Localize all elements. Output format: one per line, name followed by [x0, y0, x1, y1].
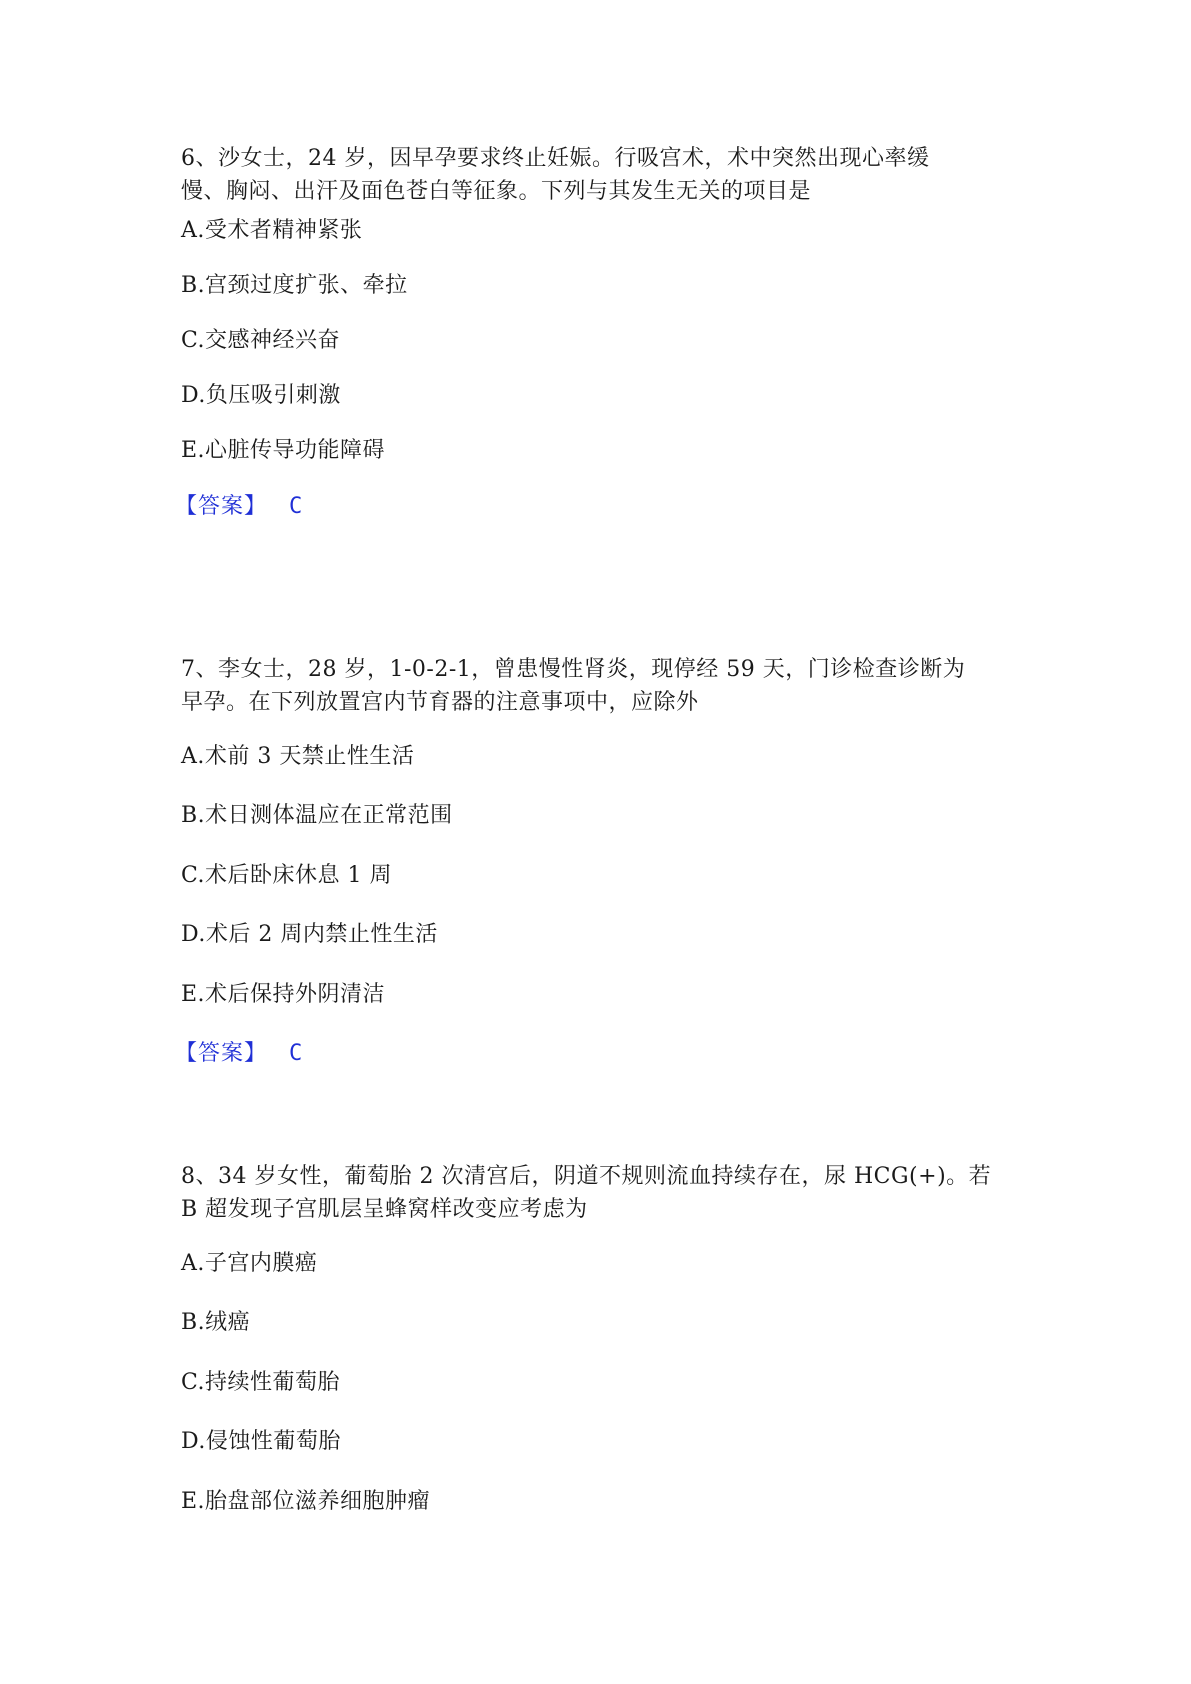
answer-line: [175, 492, 302, 522]
option-c: C.交感神经兴奋: [181, 328, 341, 353]
option-a: A.术前 3 天禁止性生活: [181, 744, 415, 769]
answer-line: [175, 1039, 302, 1069]
question-stem-line: 8、34 岁女性，葡萄胎 2 次清宫后，阴道不规则流血持续存在，尿 HCG(+)。若: [181, 1164, 992, 1189]
option-d: D.侵蚀性葡萄胎: [181, 1429, 341, 1454]
answer-label: 【答案】: [175, 494, 268, 519]
option-a: A.子宫内膜癌: [181, 1251, 318, 1276]
option-b: B.术日测体温应在正常范围: [181, 803, 453, 828]
option-c: C.术后卧床休息 1 周: [181, 863, 393, 888]
option-e: E.胎盘部位滋养细胞肿瘤: [181, 1489, 431, 1514]
option-d: D.术后 2 周内禁止性生活: [181, 922, 438, 947]
question-stem-line: 6、沙女士，24 岁，因早孕要求终止妊娠。行吸宫术，术中突然出现心率缓: [181, 146, 930, 171]
option-d: D.负压吸引刺激: [181, 383, 341, 408]
question-stem: [181, 142, 1021, 208]
question-stem-line: B 超发现子宫肌层呈蜂窝样改变应考虑为: [181, 1197, 588, 1222]
option-e: E.心脏传导功能障碍: [181, 438, 386, 463]
question-stem-line: 早孕。在下列放置宫内节育器的注意事项中，应除外: [181, 690, 699, 715]
answer-label: 【答案】: [175, 1041, 268, 1066]
question-stem: [181, 653, 1021, 719]
question-stem-line: 慢、胸闷、出汗及面色苍白等征象。下列与其发生无关的项目是: [181, 179, 812, 204]
question-stem: [181, 1160, 1021, 1226]
answer-value: C: [289, 1041, 303, 1066]
answer-value: C: [289, 494, 303, 519]
option-e: E.术后保持外阴清洁: [181, 982, 386, 1007]
option-c: C.持续性葡萄胎: [181, 1370, 341, 1395]
question-stem-line: 7、李女士，28 岁，1-0-2-1，曾患慢性肾炎，现停经 59 天，门诊检查诊断为: [181, 657, 966, 682]
option-a: A.受术者精神紧张: [181, 218, 363, 243]
option-b: B.宫颈过度扩张、牵拉: [181, 273, 408, 298]
option-b: B.绒癌: [181, 1310, 251, 1335]
